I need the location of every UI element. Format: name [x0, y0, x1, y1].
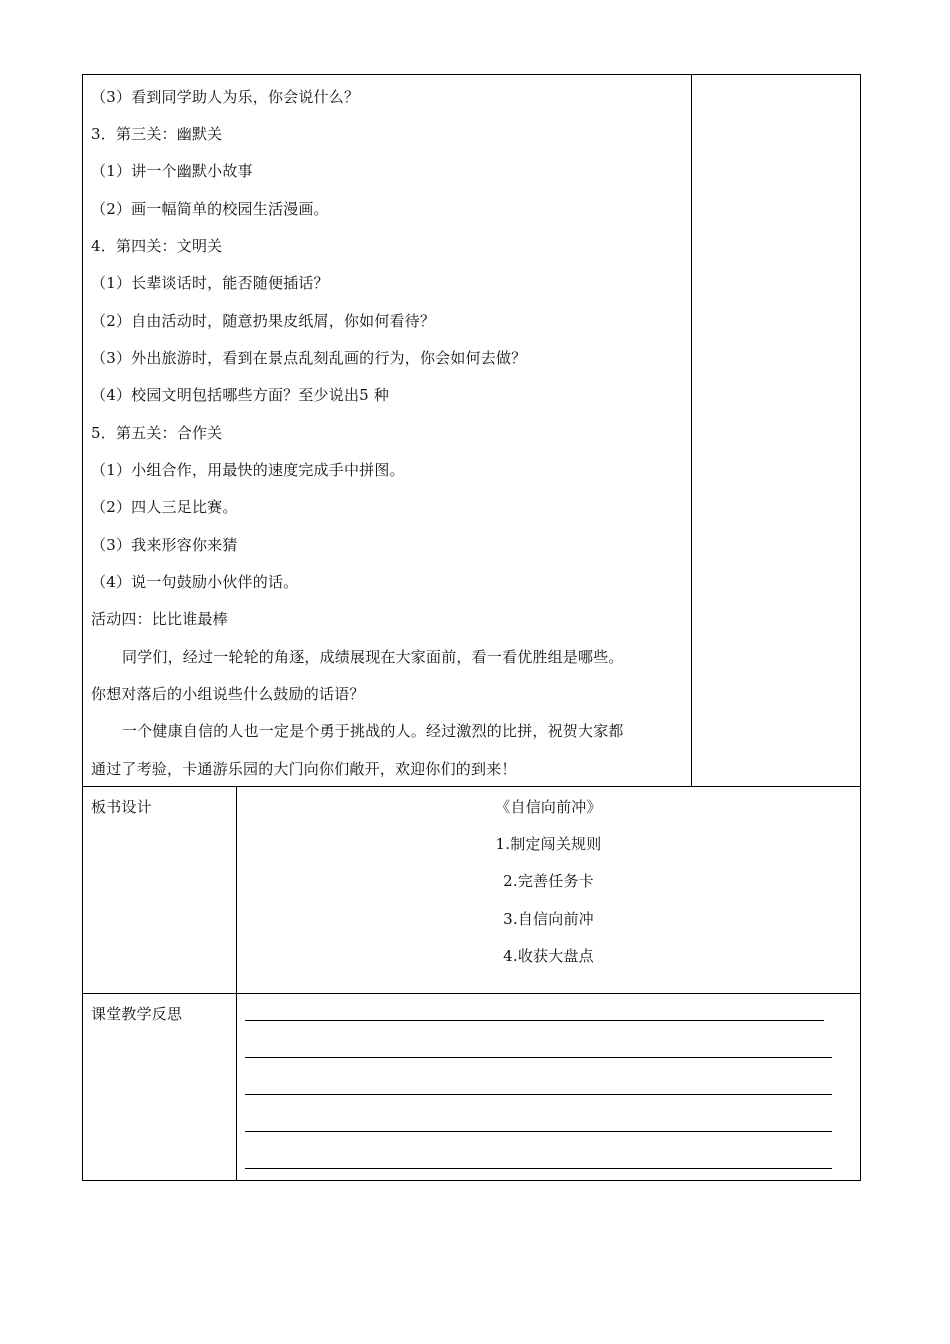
- board-item: 2.完善任务卡: [503, 872, 594, 890]
- reflection-label: 课堂教学反思: [91, 1005, 183, 1023]
- body-line: （3）看到同学助人为乐，你会说什么？: [91, 88, 360, 106]
- body-line: （1）小组合作，用最快的速度完成手中拼图。: [91, 461, 405, 479]
- table-border-top: [82, 74, 861, 75]
- table-border-left: [82, 74, 83, 1181]
- board-item: 4.收获大盘点: [503, 947, 594, 965]
- board-item: 1.制定闯关规则: [495, 835, 602, 853]
- writing-line: [245, 1168, 832, 1169]
- writing-line: [245, 1020, 824, 1021]
- body-line: （3）我来形容你来猜: [91, 536, 238, 554]
- body-line: （1）讲一个幽默小故事: [91, 162, 253, 180]
- paragraph-line: 一个健康自信的人也一定是个勇于挑战的人。经过激烈的比拼，祝贺大家都: [122, 722, 624, 740]
- board-design-label: 板书设计: [91, 798, 152, 816]
- table-border-right: [860, 74, 861, 1181]
- body-line: （2）画一幅简单的校园生活漫画。: [91, 200, 329, 218]
- writing-line: [245, 1131, 832, 1132]
- row-divider-1: [82, 786, 861, 787]
- paragraph-line: 你想对落后的小组说些什么鼓励的话语？: [91, 685, 365, 703]
- body-line: （4）校园文明包括哪些方面？至少说出5 种: [91, 386, 390, 404]
- body-line: 3．第三关：幽默关: [91, 125, 223, 143]
- writing-line: [245, 1094, 832, 1095]
- body-line: （3）外出旅游时，看到在景点乱刻乱画的行为，你会如何去做？: [91, 349, 527, 367]
- body-line: 5．第五关：合作关: [91, 424, 223, 442]
- body-line: （2）四人三足比赛。: [91, 498, 238, 516]
- board-title: 《自信向前冲》: [495, 798, 602, 816]
- body-line: （4）说一句鼓励小伙伴的话。: [91, 573, 299, 591]
- body-line: 活动四：比比谁最棒: [91, 610, 228, 628]
- column-divider-top: [691, 74, 692, 786]
- row-divider-2: [82, 993, 861, 994]
- body-line: 4．第四关：文明关: [91, 237, 223, 255]
- body-line: （1）长辈谈话时，能否随便插话？: [91, 274, 329, 292]
- body-line: （2）自由活动时，随意扔果皮纸屑，你如何看待？: [91, 312, 436, 330]
- paragraph-line: 同学们，经过一轮轮的角逐，成绩展现在大家面前，看一看优胜组是哪些。: [122, 648, 624, 666]
- table-border-bottom: [82, 1180, 861, 1181]
- paragraph-line: 通过了考验，卡通游乐园的大门向你们敞开，欢迎你们的到来！: [91, 760, 517, 778]
- writing-line: [245, 1057, 832, 1058]
- board-item: 3.自信向前冲: [503, 910, 594, 928]
